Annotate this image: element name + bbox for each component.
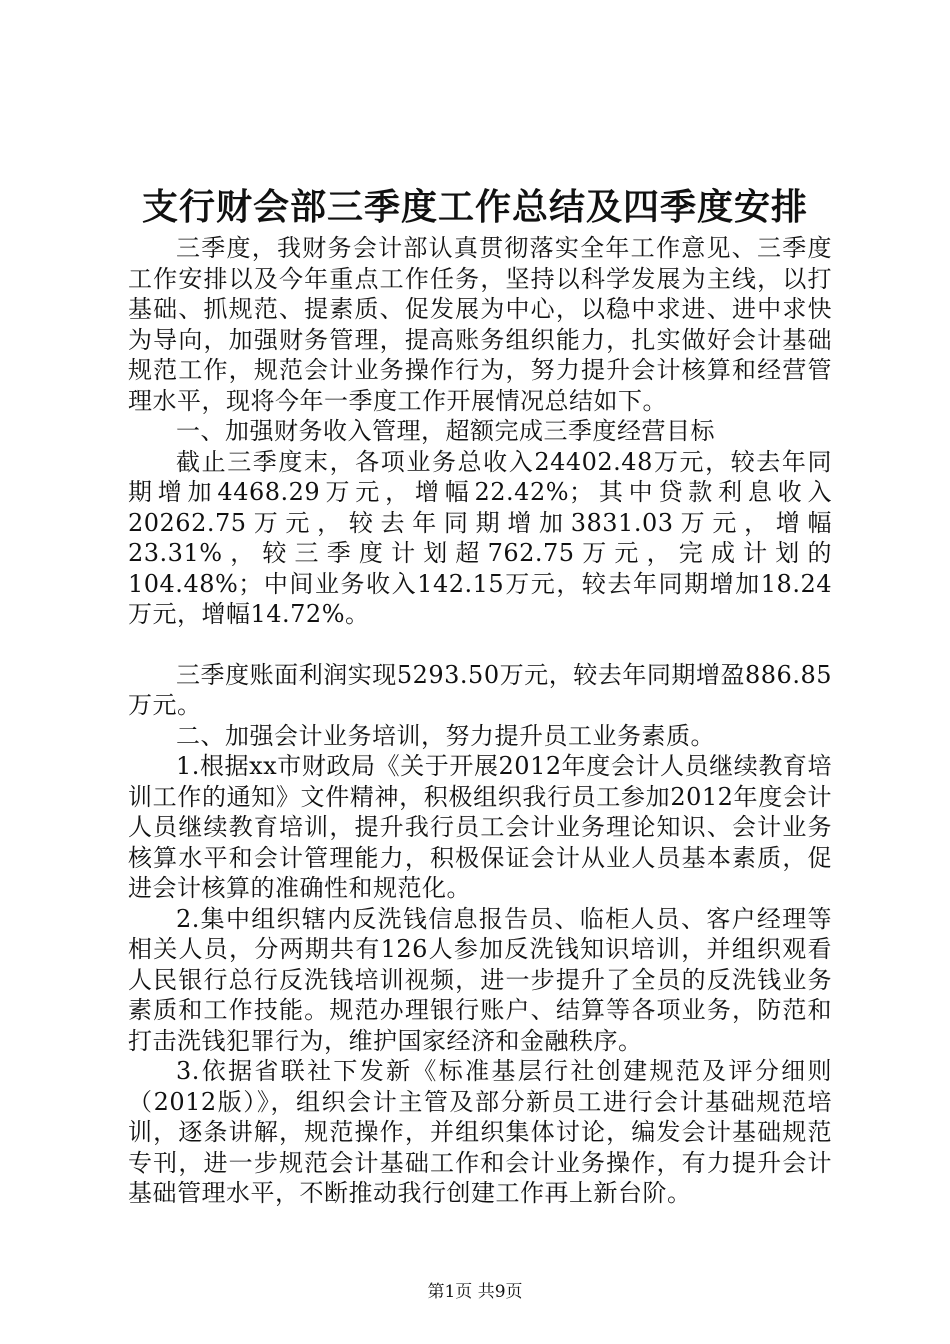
section-heading-1: 一、加强财务收入管理，超额完成三季度经营目标 [176, 417, 715, 445]
training-item-2: 2.集中组织辖内反洗钱信息报告员、临柜人员、客户经理等相关人员，分两期共有126人参加反洗钱知识培训，并组织观看人民银行总行反洗钱培训视频，进一步提升了全员的反洗钱业务素质和工作技能。规范办理银行账户、结算等各项业务，防范和打击洗钱犯罪行为，维护国家经济和金融秩序。 [128, 904, 832, 1055]
training-item-1: 1.根据xx市财政局《关于开展2012年度会计人员继续教育培训工作的通知》文件精神，积极组织我行员工参加2012年度会计人员继续教育培训，提升我行员工会计业务理论知识、会计业务核算水平和会计管理能力，积极保证会计从业人员基本素质，促进会计核算的准确性和规范化。 [128, 752, 832, 902]
training-item-3: 3.依据省联社下发新《标准基层行社创建规范及评分细则（2012版）》，组织会计主管及部分新员工进行会计基础规范培训，逐条讲解，规范操作，并组织集体讨论，编发会计基础规范专刊，进一步规范会计基础工作和会计业务操作，有力提升会计基础管理水平，不断推动我行创建工作再上新台阶。 [128, 1057, 832, 1207]
document-title: 支行财会部三季度工作总结及四季度安排 [141, 186, 808, 228]
section-heading-2: 二、加强会计业务培训，努力提升员工业务素质。 [176, 721, 715, 750]
profit-paragraph: 三季度账面利润实现5293.50万元，较去年同期增盈886.85万元。 [128, 660, 832, 719]
revenue-paragraph: 截止三季度末，各项业务总收入24402.48万元，较去年同期增加4468.29万元，增幅22.42%；其中贷款利息收入20262.75万元，较去年同期增加3831.03万元，增幅23.31%，较三季度计划超762.75万元，完成计划的104.48%；中间业务收入142.15万元，较去年同期增加18.24万元，增幅14.72%。 [128, 447, 832, 628]
document-body [128, 233, 832, 1209]
page-number: 第1页 共9页 [427, 1282, 523, 1302]
intro-paragraph: 三季度，我财务会计部认真贯彻落实全年工作意见、三季度工作安排以及今年重点工作任务，坚持以科学发展为主线，以打基础、抓规范、提素质、促发展为中心，以稳中求进、进中求快为导向，加强财务管理，提高账务组织能力，扎实做好会计基础规范工作，规范会计业务操作行为，努力提升会计核算和经营管理水平，现将今年一季度工作开展情况总结如下。 [128, 234, 832, 415]
